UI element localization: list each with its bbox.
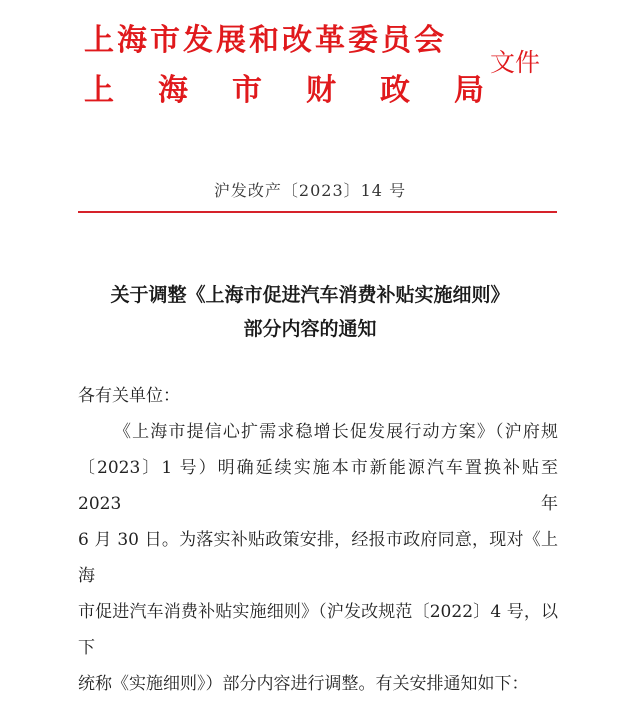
body-line: 《上海市提信心扩需求稳增长促发展行动方案》（沪府规 [114,422,558,442]
document-type-label: 文件 [490,48,541,77]
body-line: 统称《实施细则》）部分内容进行调整。有关安排通知如下： [78,674,529,694]
issuer-ndrc: 上海市发展和改革委员会 [84,23,447,58]
issuer-char: 上 [84,73,114,108]
salutation: 各有关单位： [78,386,180,406]
issuer-char: 财 [306,73,336,108]
issuer-char: 市 [232,73,262,108]
issuer-finance-bureau [84,74,484,108]
body-line: 市促进汽车消费补贴实施细则》（沪发改规范〔2022〕4 号，以下 [78,602,558,658]
issuer-char: 局 [454,73,484,108]
document-body [78,378,558,702]
body-line: 〔2023〕1 号）明确延续实施本市新能源汽车置换补贴至 2023 年 [78,458,558,514]
issuer-char: 海 [158,73,188,108]
body-line: 6 月 30 日。为落实补贴政策安排，经报市政府同意，现对《上海 [78,530,558,586]
red-divider [78,211,557,213]
issuer-char: 政 [380,73,410,108]
document-number: 沪发改产〔2023〕14 号 [213,181,407,200]
document-title-line-2: 部分内容的通知 [243,318,377,340]
document-title-line-1: 关于调整《上海市促进汽车消费补贴实施细则》 [110,284,510,306]
document-header [0,0,620,130]
